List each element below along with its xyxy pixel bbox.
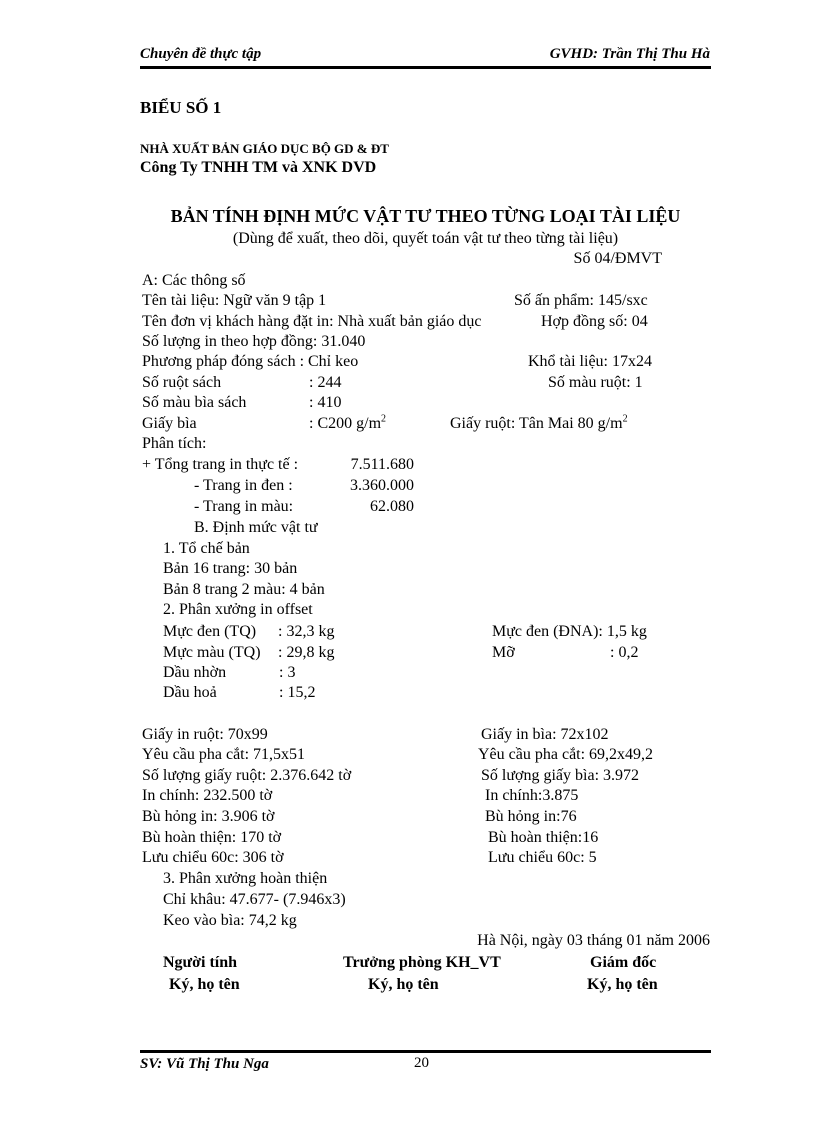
paper-left-6: Lưu chiểu 60c: 306 tờ [142,849,284,866]
form-number: BIỂU SỐ 1 [140,98,222,117]
footer-student: SV: Vũ Thị Thu Nga [140,1056,269,1072]
giay-bia-value: : C200 $g/m^2$ [309,413,387,432]
mo-value: : 0,2 [610,644,639,661]
muc-mau-tq-label: Mực màu (TQ) [163,644,261,661]
paper-left-3: In chính: 232.500 tờ [142,787,273,804]
ban-16-trang: Bản 16 trang: 30 bản [163,560,298,577]
phuong-phap-dong-sach: Phương pháp đóng sách : Chỉ keo [142,353,359,370]
tong-trang-label: + Tổng trang in thực tế : [142,456,299,473]
keo-vao-bia: Keo vào bìa: 74,2 kg [163,912,297,929]
org-line-1: NHÀ XUẤT BẢN GIÁO DỤC BỘ GD & ĐT [140,141,389,156]
header-rule [140,66,711,69]
document-title: BẢN TÍNH ĐỊNH MỨC VẬT TƯ THEO TỪNG LOẠI TÀI LIỆU [170,206,681,226]
section-a-heading: A: Các thông số [142,272,246,289]
so-mau-ruot: Số màu ruột: 1 [548,374,643,391]
ban-8-trang: Bản 8 trang 2 màu: 4 bản [163,581,325,598]
page-number: 20 [414,1055,429,1071]
dau-hoa-label: Dầu hoả [163,684,217,701]
offset-heading: 2. Phân xưởng in offset [163,601,313,618]
paper-right-2: Số lượng giấy bìa: 3.972 [481,767,640,784]
signature-role-1: Trưởng phòng KH_VT [343,954,501,971]
phan-tich-label: Phân tích: [142,435,207,452]
header-left: Chuyên đề thực tập [140,46,262,62]
org-line-2: Công Ty TNHH TM và XNK DVD [140,159,377,176]
section-b-heading: B. Định mức vật tư [194,519,318,536]
trang-in-mau-value: 62.080 [370,498,414,515]
signature-role-2: Giám đốc [590,954,657,971]
paper-left-5: Bù hoàn thiện: 170 tờ [142,829,282,846]
paper-left-2: Số lượng giấy ruột: 2.376.642 tờ [142,767,352,784]
paper-left-0: Giấy in ruột: 70x99 [142,726,268,743]
paper-left-1: Yêu cầu pha cắt: 71,5x51 [142,746,306,763]
ten-tai-lieu: Tên tài liệu: Ngữ văn 9 tập 1 [142,292,327,309]
hoan-thien-heading: 3. Phân xưởng hoàn thiện [163,870,328,887]
dau-nhon-value: : 3 [279,664,296,681]
document-number: Số 04/ĐMVT [573,250,662,267]
so-mau-bia-label: Số màu bìa sách [142,394,247,411]
so-an-pham: Số ấn phẩm: 145/sxc [514,292,648,309]
signature-sign-2: Ký, họ tên [587,976,658,993]
muc-den-dna: Mực đen (ĐNA): 1,5 kg [492,623,647,640]
don-vi-khach-hang: Tên đơn vị khách hàng đặt in: Nhà xuất bản giáo dục [142,313,482,330]
header-right: GVHD: Trần Thị Thu Hà [549,46,710,62]
document-subtitle: (Dùng để xuất, theo dõi, quyết toán vật tư theo từng tài liệu) [232,230,619,247]
so-ruot-sach-value: : 244 [309,374,342,391]
so-ruot-sach-label: Số ruột sách [142,374,222,391]
signature-sign-0: Ký, họ tên [169,976,240,993]
paper-left-4: Bù hỏng in: 3.906 tờ [142,808,275,825]
paper-right-4: Bù hỏng in:76 [485,808,577,825]
muc-mau-tq-value: : 29,8 kg [278,644,335,661]
paper-right-1: Yêu cầu pha cắt: 69,2x49,2 [478,746,654,763]
tong-trang-value: 7.511.680 [350,456,414,473]
trang-in-den-label: - Trang in đen : [194,477,293,494]
hop-dong-so: Hợp đồng số: 04 [541,313,648,330]
muc-den-tq-label: Mực đen (TQ) [163,623,257,640]
giay-ruot: Giấy ruột: Tân Mai 80 $g/m^2$ [450,413,628,432]
chi-khau: Chỉ khâu: 47.677- (7.946x3) [163,891,346,908]
paper-right-0: Giấy in bìa: 72x102 [481,726,609,743]
paper-right-3: In chính:3.875 [485,787,579,804]
trang-in-mau-label: - Trang in màu: [194,498,294,515]
to-che-ban-heading: 1. Tổ chế bản [163,540,250,557]
date-line: Hà Nội, ngày 03 tháng 01 năm 2006 [477,932,710,949]
paper-right-6: Lưu chiểu 60c: 5 [488,849,597,866]
dau-hoa-value: : 15,2 [279,684,316,701]
so-mau-bia-value: : 410 [309,394,342,411]
paper-right-5: Bù hoàn thiện:16 [488,829,599,846]
so-luong-in: Số lượng in theo hợp đồng: 31.040 [142,333,366,350]
mo-label: Mỡ [492,644,515,661]
kho-tai-lieu: Khổ tài liệu: 17x24 [528,353,652,370]
trang-in-den-value: 3.360.000 [350,477,414,494]
giay-bia-label: Giấy bìa [142,415,197,432]
footer-rule [140,1050,711,1053]
signature-role-0: Người tính [163,954,238,971]
muc-den-tq-value: : 32,3 kg [278,623,335,640]
dau-nhon-label: Dầu nhờn [163,664,227,681]
signature-sign-1: Ký, họ tên [368,976,439,993]
